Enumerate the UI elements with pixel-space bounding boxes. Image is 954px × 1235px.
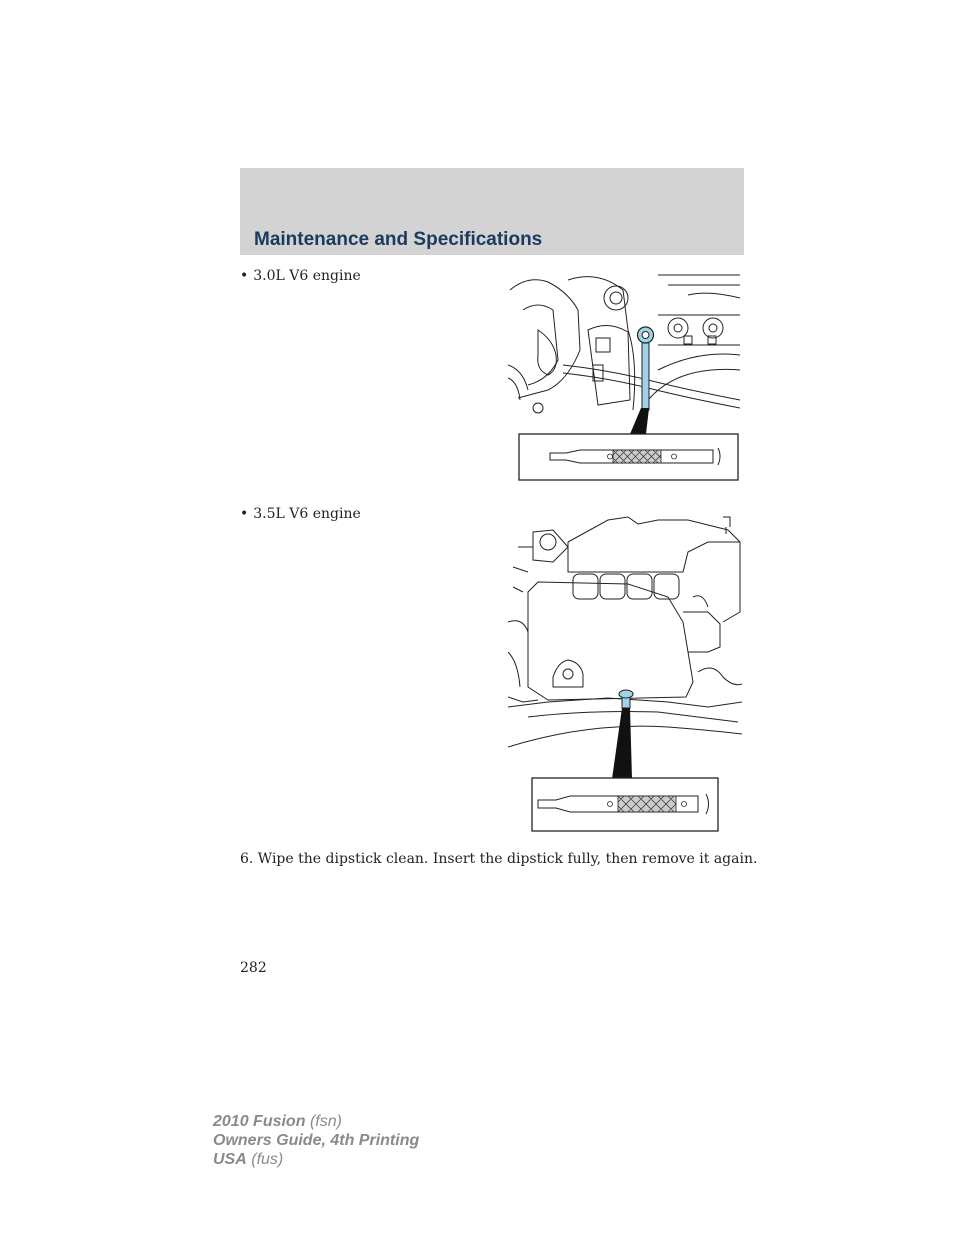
bullet-label: 3.0L V6 engine [253,268,361,284]
footer-line-2: Owners Guide, 4th Printing [213,1132,420,1149]
bullet-label: 3.5L V6 engine [253,506,361,522]
footer [213,1112,419,1169]
engine-30l-illustration [508,270,740,482]
page-number: 282 [240,960,267,976]
bullet-dot: • [240,268,249,284]
engine-35l-illustration [508,512,742,834]
bullet-30l [240,268,361,284]
page-title: Maintenance and Specifications [254,229,543,250]
footer-model: 2010 Fusion [213,1113,306,1130]
bullet-dot: • [240,506,249,522]
footer-market: USA [213,1151,247,1168]
footer-market-code: (fus) [251,1151,284,1168]
step-6-text: 6. Wipe the dipstick clean. Insert the dipstick fully, then remove it again. [240,851,758,867]
footer-line-1 [213,1112,419,1131]
footer-line-3 [213,1150,419,1169]
footer-model-code: (fsn) [309,1113,342,1130]
bullet-35l [240,506,361,522]
